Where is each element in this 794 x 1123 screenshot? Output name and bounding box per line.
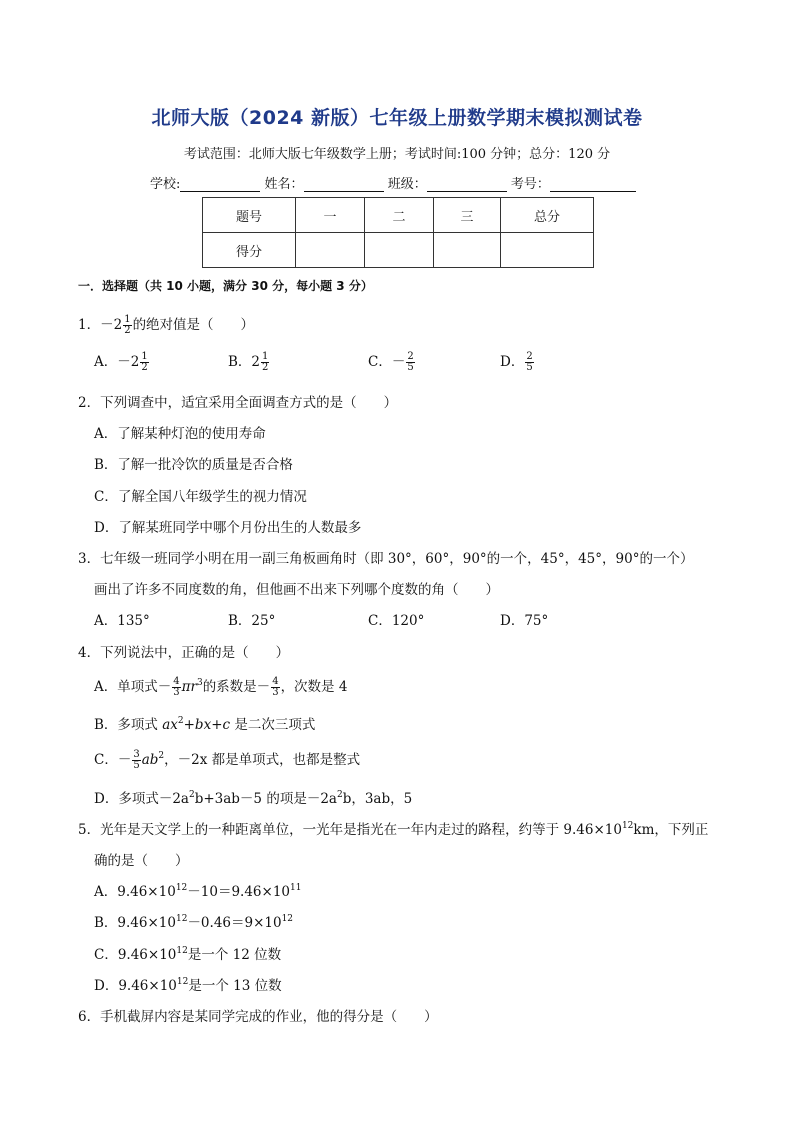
q2-option-d[interactable]: D．了解某班同学中哪个月份出生的人数最多	[94, 520, 362, 536]
q1-pre: －2	[100, 317, 123, 333]
score-header-cell: 题号	[203, 198, 296, 233]
exponent: 12	[176, 946, 188, 956]
option-text: －0.46＝9×10	[187, 915, 282, 931]
option-text: 的系数是－	[202, 679, 271, 695]
frac-den: 5	[526, 362, 533, 373]
q2-option-a[interactable]: A．了解某种灯泡的使用寿命	[94, 426, 266, 442]
q5-option-a[interactable]	[94, 880, 301, 900]
q2-option-c[interactable]: C．了解全国八年级学生的视力情况	[94, 489, 307, 505]
score-cell[interactable]	[501, 233, 594, 268]
q3-option-b[interactable]: B．25°	[228, 613, 276, 629]
q4-option-c[interactable]	[94, 748, 360, 771]
q3-option-a[interactable]: A．135°	[94, 613, 150, 629]
frac-den: 2	[141, 362, 148, 373]
option-label: C．－	[368, 354, 406, 370]
score-table	[202, 197, 594, 268]
score-table-header-row	[203, 198, 594, 233]
frac-den: 3	[173, 687, 180, 698]
option-text: A．9.46×10	[94, 884, 176, 900]
option-math: ab	[141, 752, 159, 768]
score-cell[interactable]	[296, 233, 365, 268]
option-fraction	[140, 352, 148, 373]
name-blank[interactable]	[304, 177, 384, 192]
exponent: 12	[621, 821, 634, 831]
frac-num: 2	[526, 351, 533, 362]
option-text: B．多项式	[94, 717, 163, 733]
option-text: －10＝9.46×10	[187, 884, 290, 900]
frac-den: 2	[262, 362, 269, 373]
name-label: 姓名：	[264, 177, 304, 192]
q1-post: 的绝对值是（ ）	[132, 317, 255, 333]
frac-den: 3	[272, 687, 279, 698]
frac-num: 3	[133, 749, 140, 760]
score-header-cell: 总分	[501, 198, 594, 233]
q2-option-b[interactable]: B．了解一批冷饮的质量是否合格	[94, 457, 293, 473]
class-label: 班级：	[387, 177, 427, 192]
q5-option-c[interactable]	[94, 943, 281, 963]
option-fraction	[525, 352, 533, 373]
frac-num: 4	[173, 676, 180, 687]
score-header-cell: 二	[365, 198, 434, 233]
frac-den: 5	[407, 362, 414, 373]
exam-info: 考试范围：北师大版七年级数学上册；考试时间:100 分钟；总分：120 分	[183, 147, 611, 162]
exponent: 2	[336, 790, 343, 800]
q4-option-b[interactable]	[94, 713, 315, 733]
score-table-row	[203, 233, 594, 268]
question-4: 4．下列说法中，正确的是（ ）	[78, 645, 290, 661]
exponent: 11	[290, 883, 302, 893]
score-cell[interactable]	[365, 233, 434, 268]
option-text: A．单项式－	[94, 679, 172, 695]
option-text: B．9.46×10	[94, 915, 176, 931]
option-fraction	[271, 677, 279, 698]
exponent: 12	[176, 977, 189, 987]
school-blank[interactable]	[180, 177, 260, 192]
exponent: 2	[158, 751, 165, 761]
option-text: D．多项式－2a	[94, 791, 189, 807]
score-header-cell: 一	[296, 198, 365, 233]
q1-option-d[interactable]	[500, 350, 535, 373]
option-text: C．－	[94, 752, 132, 768]
option-fraction	[172, 677, 180, 698]
frac-num: 1	[262, 351, 269, 362]
score-cell[interactable]	[434, 233, 501, 268]
option-label: B．2	[228, 354, 261, 370]
student-info-fields	[150, 173, 636, 192]
q1-option-a[interactable]	[94, 350, 150, 373]
score-header-cell: 三	[434, 198, 501, 233]
exam-no-label: 考号：	[510, 177, 550, 192]
option-label: D．	[500, 354, 525, 370]
option-fraction	[406, 352, 414, 373]
frac-num: 1	[124, 314, 131, 325]
option-text: ，－2x 都是单项式，也都是整式	[164, 752, 361, 768]
option-text: ，次数是 4	[280, 679, 348, 695]
q3-option-c[interactable]: C．120°	[368, 613, 425, 629]
option-math: πr	[181, 679, 197, 695]
option-text: C．9.46×10	[94, 947, 177, 963]
q1-option-c[interactable]	[368, 350, 416, 373]
class-blank[interactable]	[427, 177, 507, 192]
question-1	[78, 313, 254, 336]
option-math: ax	[162, 717, 178, 733]
option-text: 是一个 13 位数	[188, 978, 282, 994]
section-title: 一．选择题（共 10 小题，满分 30 分，每小题 3 分）	[78, 279, 373, 293]
option-text: 是二次三项式	[230, 717, 316, 733]
option-text: D．9.46×10	[94, 978, 177, 994]
score-row-label: 得分	[203, 233, 296, 268]
question-6: 6．手机截屏内容是某同学完成的作业，他的得分是（ ）	[78, 1009, 438, 1025]
question-3-line-1: 3．七年级一班同学小明在用一副三角板画角时（即 30°，60°，90°的一个，45°，45°，90°的一个）	[78, 551, 694, 567]
frac-num: 1	[141, 351, 148, 362]
q1-option-b[interactable]	[228, 350, 270, 373]
q5-option-d[interactable]	[94, 974, 282, 994]
option-fraction	[261, 352, 269, 373]
question-2: 2．下列调查中，适宜采用全面调查方式的是（ ）	[78, 395, 398, 411]
frac-den: 5	[133, 760, 140, 771]
q4-option-d[interactable]	[94, 787, 412, 807]
option-fraction	[132, 750, 140, 771]
school-label: 学校:	[150, 177, 181, 192]
exponent: 2	[188, 790, 195, 800]
question-5-line-1	[78, 818, 708, 838]
option-text: 是一个 12 位数	[187, 947, 282, 963]
q4-option-a[interactable]	[94, 675, 347, 698]
q1-fraction	[123, 315, 131, 336]
exponent: 12	[175, 914, 188, 924]
option-text: b，3ab，5	[342, 791, 413, 807]
stem-text: 5．光年是天文学上的一种距离单位，一光年是指光在一年内走过的路程，约等于 9.46×10	[78, 822, 622, 838]
exponent: 3	[196, 678, 203, 688]
question-3-line-2: 画出了许多不同度数的角，但他画不出来下列哪个度数的角（ ）	[94, 582, 499, 598]
exponent: 12	[175, 883, 188, 893]
exam-no-blank[interactable]	[550, 177, 636, 192]
frac-num: 2	[407, 351, 414, 362]
question-5-line-2: 确的是（ ）	[94, 853, 189, 869]
page-title: 北师大版（2024 新版）七年级上册数学期末模拟测试卷	[151, 107, 643, 129]
exponent: 12	[281, 914, 294, 924]
option-math: +bx+c	[183, 717, 231, 733]
q1-number: 1．	[78, 317, 101, 333]
q5-option-b[interactable]	[94, 911, 293, 931]
frac-den: 2	[124, 325, 131, 336]
q3-option-d[interactable]: D．75°	[500, 613, 549, 629]
frac-num: 4	[272, 676, 279, 687]
option-text: b+3ab－5 的项是－2a	[194, 791, 337, 807]
stem-text: km，下列正	[633, 822, 709, 838]
exponent: 2	[177, 716, 184, 726]
option-label: A．－2	[94, 354, 140, 370]
